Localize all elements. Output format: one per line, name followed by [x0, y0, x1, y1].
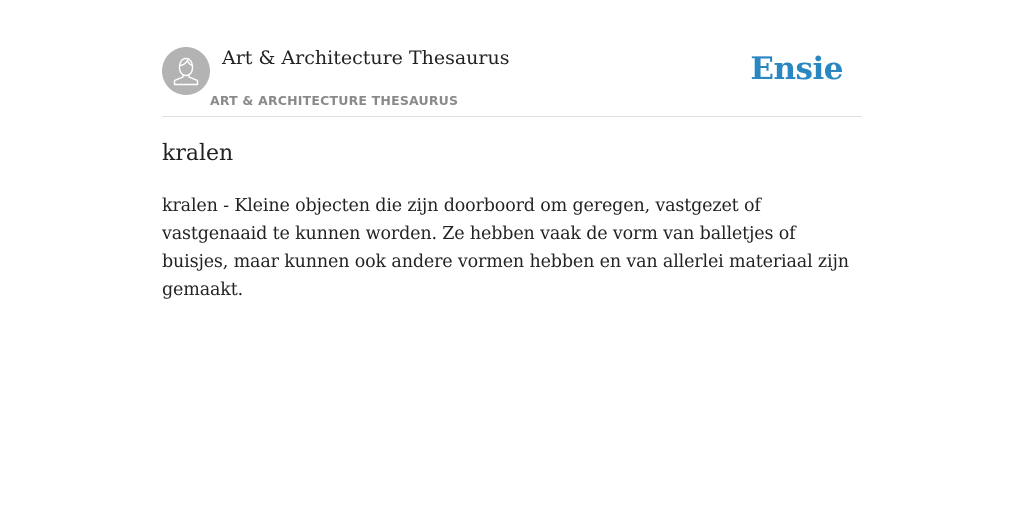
- source-subtitle: ART & ARCHITECTURE THESAURUS: [210, 93, 459, 108]
- entry-term: kralen: [162, 141, 234, 166]
- ensie-logo[interactable]: Ensie: [750, 51, 843, 87]
- source-title-link[interactable]: Art & Architecture Thesaurus: [222, 47, 510, 69]
- avatar[interactable]: [162, 47, 210, 95]
- entry-header: [162, 44, 862, 117]
- entry-definition: kralen - Kleine objecten die zijn doorboord om geregen, vastgezet of vastgenaaid te kunnen worden. Ze hebben vaak de vorm van balletjes of buisjes, maar kunnen ook andere vormen hebben en van allerlei materiaal zijn gemaakt.: [162, 196, 849, 300]
- user-placeholder-icon: [162, 47, 210, 95]
